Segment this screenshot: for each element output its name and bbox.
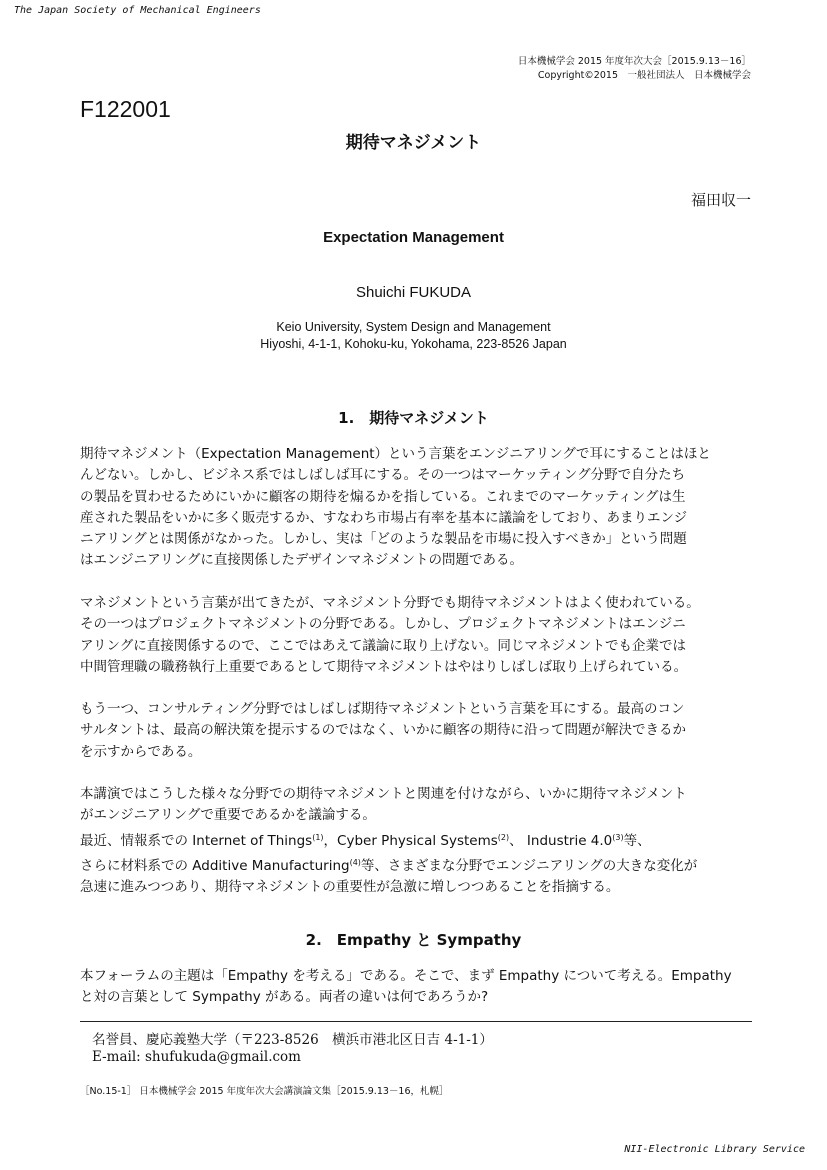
paper-id: F122001 bbox=[80, 96, 171, 122]
text-line: 中間管理職の職務執行上重要であるとして期待マネジメントはやはりしばしば取り上げられている。 bbox=[80, 658, 688, 675]
text-line: の製品を買わせるためにいかに顧客の期待を煽るかを指している。これまでのマーケッティングは生 bbox=[80, 488, 686, 505]
paragraph-1 bbox=[80, 444, 752, 572]
text-line: はエンジニアリングに直接関係したデザインマネジメントの問題である。 bbox=[80, 552, 524, 569]
text-line: 急速に進みつつあり、期待マネジメントの重要性が急激に増しつつあることを指摘する。 bbox=[80, 879, 620, 896]
section-heading-1: 1. 期待マネジメント bbox=[338, 409, 489, 427]
text-line: もう一つ、コンサルティング分野ではしばしば期待マネジメントという言葉を耳にする。最高のコン bbox=[80, 701, 685, 717]
conference-info: 日本機械学会 2015 年度年次大会［2015.9.13－16］ bbox=[517, 56, 751, 67]
text-line: 本講演ではこうした様々な分野での期待マネジメントと関連を付けながら、いかに期待マネジメント bbox=[80, 786, 687, 802]
text-line: ニアリングとは関係がなかった。しかし、実は「どのような製品を市場に投入すべきか」という問題 bbox=[80, 531, 687, 548]
text-fragment: ，Cyber Physical Systems bbox=[323, 832, 498, 849]
text-line bbox=[80, 827, 752, 852]
proceedings-info: ［No.15-1］ 日本機械学会 2015 年度年次大会講演論文集［2015.9.13－16，札幌］ bbox=[80, 1086, 449, 1097]
author-name-ja: 福田収一 bbox=[690, 191, 751, 209]
text-line: んどない。しかし、ビジネス系ではしばしば耳にする。その一つはマーケッティング分野で自分たち bbox=[80, 467, 686, 484]
paper-title-en: Expectation Management bbox=[323, 229, 504, 246]
paragraph-2 bbox=[80, 593, 752, 678]
reference-marker: (3) bbox=[612, 832, 624, 842]
text-line: 本フォーラムの主題は「Empathy を考える」である。そこで、まず Empathy について考える。Empathy bbox=[80, 968, 732, 984]
footnote-affiliation: 名誉員、慶応義塾大学（〒223-8526 横浜市港北区日吉 4-1-1） bbox=[92, 1032, 493, 1048]
text-line: 期待マネジメント（Expectation Management）という言葉をエンジニアリングで耳にすることはほと bbox=[80, 446, 711, 462]
text-line bbox=[80, 852, 752, 877]
society-header: The Japan Society of Mechanical Engineers bbox=[14, 5, 261, 16]
reference-marker: (4) bbox=[349, 857, 361, 867]
text-fragment: 、 Industrie 4.0 bbox=[509, 832, 613, 849]
footnote-email: E-mail: shufukuda@gmail.com bbox=[92, 1049, 301, 1065]
footnote-divider bbox=[80, 1021, 752, 1022]
text-fragment: さらに材料系での Additive Manufacturing bbox=[80, 857, 350, 874]
text-line: アリングに直接関係するので、ここではあえて議論に取り上げない。同じマネジメントでも企業では bbox=[80, 637, 687, 654]
text-line: マネジメントという言葉が出てきたが、マネジメント分野でも期待マネジメントはよく使われている。 bbox=[80, 595, 700, 611]
affiliation-line-1: Keio University, System Design and Management bbox=[276, 320, 551, 334]
text-line: 産された製品をいかに多く販売するか、すなわち市場占有率を基本に議論をしており、あまりエンジ bbox=[80, 509, 688, 526]
reference-marker: (1) bbox=[312, 832, 324, 842]
paragraph-3 bbox=[80, 699, 752, 763]
copyright-info: Copyright©2015 一般社団法人 日本機械学会 bbox=[537, 70, 751, 81]
text-line: がエンジニアリングで重要であるかを議論する。 bbox=[80, 807, 376, 824]
text-fragment: 等、 bbox=[623, 832, 651, 849]
text-line: と対の言葉として Sympathy がある。両者の違いは何であろうか? bbox=[80, 989, 489, 1006]
section-heading-2: 2. Empathy と Sympathy bbox=[305, 931, 522, 949]
text-line: を示すからである。 bbox=[80, 743, 202, 760]
text-line: その一つはプロジェクトマネジメントの分野である。しかし、プロジェクトマネジメントはエンジニ bbox=[80, 616, 686, 633]
library-footer: NII-Electronic Library Service bbox=[624, 1144, 805, 1155]
text-fragment: 等、さまざまな分野でエンジニアリングの大きな変化が bbox=[360, 857, 698, 874]
affiliation-line-2: Hiyoshi, 4-1-1, Kohoku-ku, Yokohama, 223-8526 Japan bbox=[260, 337, 567, 351]
paper-title-ja: 期待マネジメント bbox=[345, 133, 482, 153]
reference-marker: (2) bbox=[497, 832, 510, 842]
text-fragment: 最近、情報系での Internet of Things bbox=[80, 832, 313, 849]
paragraph-5 bbox=[80, 966, 752, 1009]
author-name-en: Shuichi FUKUDA bbox=[355, 284, 472, 301]
text-line: サルタントは、最高の解決策を提示するのではなく、いかに顧客の期待に沿って問題が解決できるか bbox=[80, 722, 687, 739]
paragraph-4 bbox=[80, 784, 752, 898]
